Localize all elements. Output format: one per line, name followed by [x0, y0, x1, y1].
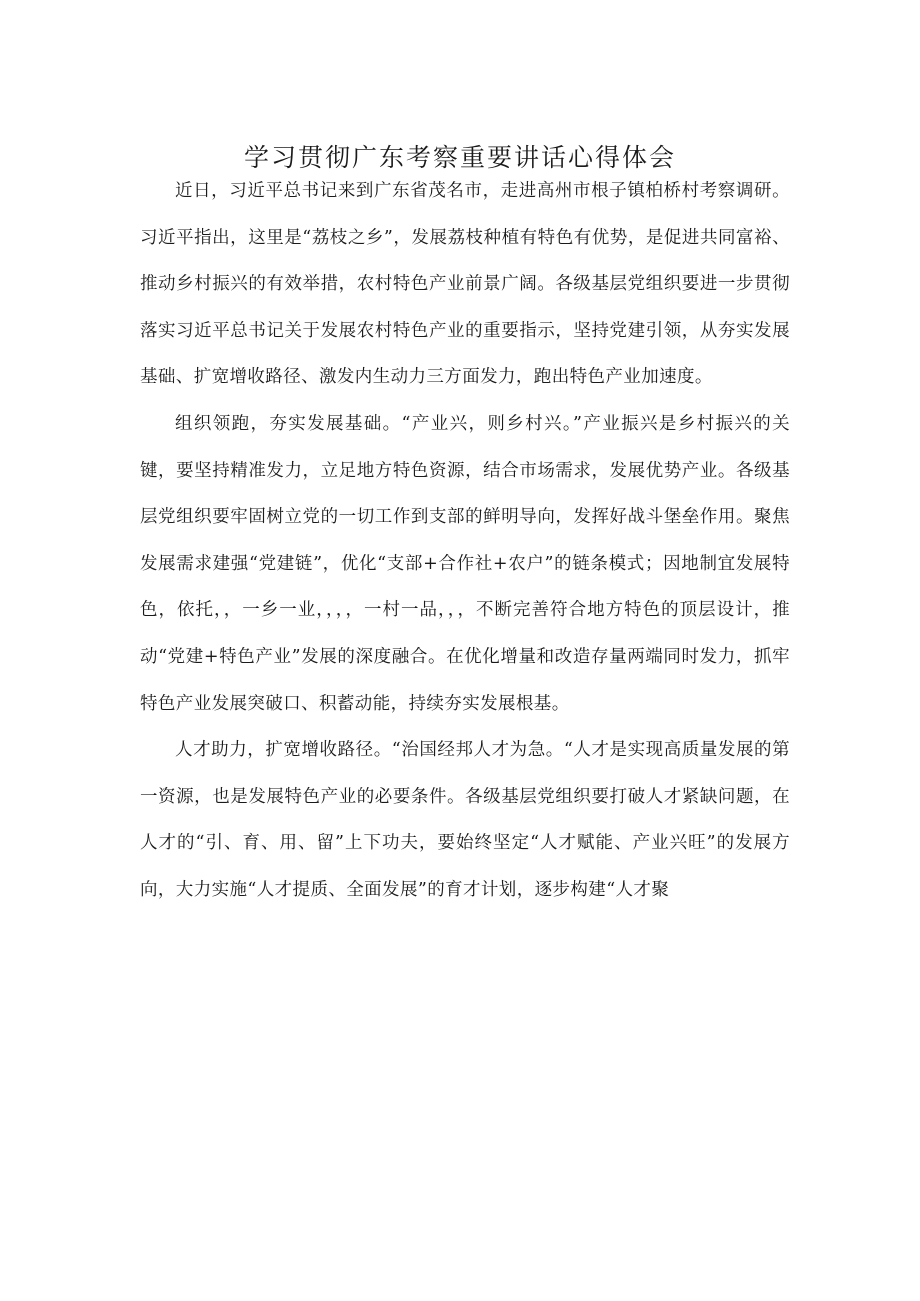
paragraph-organization: 组织领跑，夯实发展基础。“产业兴，则乡村兴。”产业振兴是乡村振兴的关键，要坚持精准发力，立足地方特色资源，结合市场需求，发展优势产业。各级基层党组织要牢固树立党的一切工作到支部的鲜明导向，发挥好战斗堡垒作用。聚焦发展需求建强“党建链”，优化“支部+合作社+农户”的链条模式；因地制宜发展特色，依托，，一乡一业，，，，一村一品，，，不断完善符合地方特色的顶层设计，推动“党建+特色产业”发展的深度融合。在优化增量和改造存量两端同时发力，抓牢特色产业发展突破口、积蓄动能，持续夯实发展根基。 [140, 413, 790, 714]
document-body [140, 168, 790, 914]
paragraph-intro: 近日，习近平总书记来到广东省茂名市，走进高州市根子镇柏桥村考察调研。习近平指出，这里是“荔枝之乡”，发展荔枝种植有特色有优势，是促进共同富裕、推动乡村振兴的有效举措，农村特色产业前景广阔。各级基层党组织要进一步贯彻落实习近平总书记关于发展农村特色产业的重要指示，坚持党建引领，从夯实发展基础、扩宽增收路径、激发内生动力三方面发力，跑出特色产业加速度。 [140, 181, 790, 388]
document-title: 学习贯彻广东考察重要讲话心得体会 [243, 143, 676, 172]
paragraph-talent: 人才助力，扩宽增收路径。“治国经邦人才为急。“人才是实现高质量发展的第一资源，也是发展特色产业的必要条件。各级基层党组织要打破人才紧缺问题，在人才的“引、育、用、留”上下功夫，要始终坚定“人才赋能、产业兴旺”的发展方向，大力实施“人才提质、全面发展”的育才计划，逐步构建“人才聚 [140, 740, 790, 900]
